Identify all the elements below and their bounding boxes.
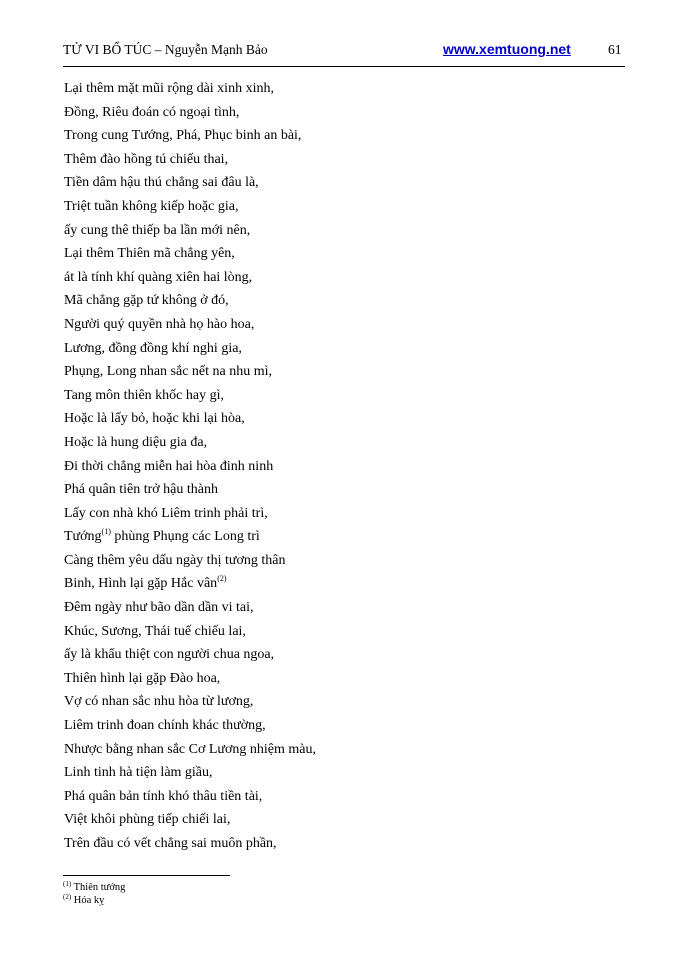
poem-line: Phá quân bản tính khó thâu tiền tài,: [64, 788, 263, 804]
footnote-text: Hóa kỵ: [71, 895, 105, 906]
poem-line: Vợ có nhan sắc nhu hòa từ lương,: [64, 694, 254, 710]
poem-line-with-footnote: [64, 572, 316, 596]
poem-line-start: Binh, Hình lại gặp Hắc vân: [64, 576, 218, 592]
header-title: TỬ VI BỔ TÚC – Nguyễn Mạnh Bảo: [63, 42, 268, 57]
footnote-item: [63, 881, 125, 894]
poem-line: Phụng, Long nhan sắc nết na nhu mì,: [64, 364, 273, 380]
poem-line: Liêm trinh đoan chính khác thường,: [64, 718, 266, 734]
poem-line: Hoặc là hung diệu gia đa,: [64, 434, 208, 450]
poem-line: Tiền dâm hậu thú chẳng sai đâu là,: [64, 175, 259, 191]
page-header: [63, 42, 625, 67]
poem-line: Người quý quyền nhà họ hào hoa,: [64, 316, 255, 332]
poem-line: Thêm đào hồng tú chiếu thai,: [64, 151, 229, 167]
poem-line: Lấy con nhà khó Liêm trinh phải trì,: [64, 505, 268, 521]
poem-line: Phá quân tiên trở hậu thành: [64, 482, 218, 498]
poem-line: Lại thêm Thiên mã chẳng yên,: [64, 246, 235, 262]
poem-line: át là tính khí quàng xiên hai lòng,: [64, 269, 253, 285]
footnote-divider: [63, 875, 230, 876]
page-number: 61: [608, 42, 622, 57]
website-link[interactable]: www.xemtuong.net: [443, 41, 571, 57]
poem-line: Triệt tuần không kiếp hoặc gia,: [64, 198, 239, 214]
footnote-mark: (1): [63, 880, 72, 888]
poem-line: Trên đầu có vết chẳng sai muôn phần,: [64, 836, 277, 851]
footnote-ref-1[interactable]: (1): [101, 527, 111, 537]
poem-line: Tang môn thiên khốc hay gì,: [64, 387, 224, 403]
poem-line: ấy là khẩu thiệt con người chua ngoa,: [64, 647, 275, 663]
footnote-item: [63, 894, 125, 907]
poem-line: Hoặc là lấy bỏ, hoặc khi lại hòa,: [64, 411, 245, 427]
poem-line: Mã chẳng gặp tứ không ở đó,: [64, 293, 229, 309]
footnotes: [63, 881, 125, 907]
poem-line: Đêm ngày như bão dần dần vi tai,: [64, 600, 254, 616]
poem-line: Trong cung Tướng, Phá, Phục binh an bài,: [64, 128, 302, 144]
poem-line: Đi thời chẳng miễn hai hòa đinh ninh: [64, 458, 274, 474]
poem-line: Lại thêm mặt mũi rộng dài xinh xinh,: [64, 81, 274, 96]
footnote-ref-2[interactable]: (2): [217, 574, 227, 584]
poem-line: ấy cung thê thiếp ba lần mới nên,: [64, 222, 251, 238]
poem-body: [64, 77, 316, 856]
poem-line: Việt khôi phùng tiếp chiếi lai,: [64, 812, 231, 828]
poem-line: Khúc, Sương, Thái tuế chiếu lai,: [64, 623, 246, 639]
poem-line-with-footnote: [64, 525, 316, 549]
footnote-text: Thiên tướng: [71, 882, 126, 893]
poem-line: Đồng, Riêu đoán có ngoại tình,: [64, 104, 240, 120]
poem-line: Lương, đồng đồng khí nghi gia,: [64, 340, 242, 356]
poem-line: Thiên hình lại gặp Đào hoa,: [64, 670, 221, 686]
poem-line: Linh tinh hà tiện làm giầu,: [64, 765, 213, 781]
poem-line-end: phùng Phụng các Long trì: [110, 529, 260, 545]
poem-line: Càng thêm yêu dấu ngày thị tương thân: [64, 552, 286, 568]
footnote-mark: (2): [63, 893, 72, 901]
poem-line: Nhược bằng nhan sắc Cơ Lương nhiệm màu,: [64, 741, 316, 757]
poem-line-start: Tướng: [64, 529, 102, 545]
